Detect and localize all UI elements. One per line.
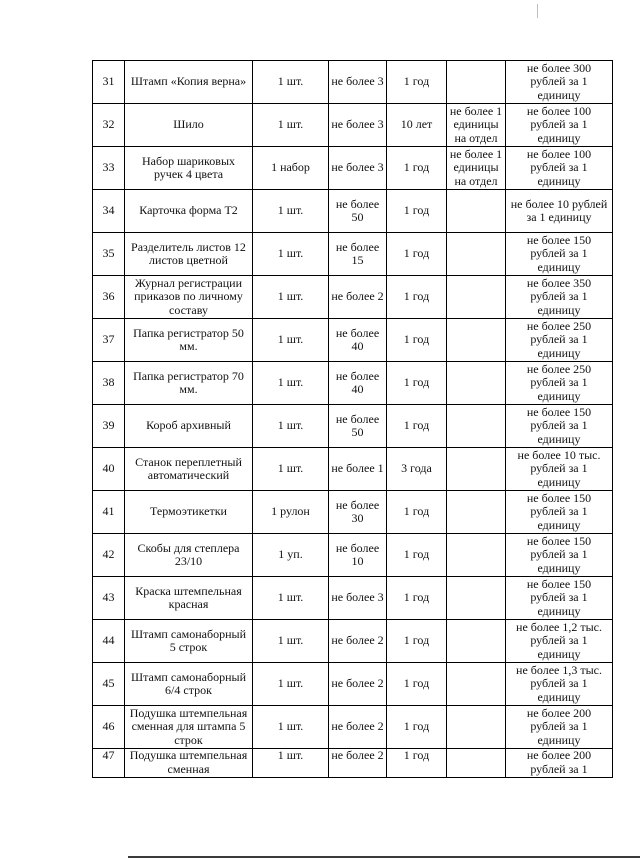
table-row [93, 749, 613, 778]
price-limit-cell: не более 150 рублей за 1 единицу [506, 405, 613, 448]
unit-cell: 1 шт. [253, 190, 329, 233]
row-number-cell: 42 [93, 534, 125, 577]
table-row [93, 147, 613, 190]
price-limit-cell: не более 300 рублей за 1 единицу [506, 61, 613, 104]
item-name-cell: Папка регистратор 50 мм. [125, 319, 253, 362]
item-name-cell: Краска штемпельная красная [125, 577, 253, 620]
table-row [93, 534, 613, 577]
unit-cell: 1 шт. [253, 276, 329, 319]
unit-cell: 1 набор [253, 147, 329, 190]
note-cell [447, 491, 506, 534]
note-cell [447, 534, 506, 577]
unit-cell: 1 шт. [253, 749, 329, 778]
quantity-limit-cell: не более 15 [329, 233, 387, 276]
item-name-cell: Папка регистратор 70 мм. [125, 362, 253, 405]
note-cell [447, 663, 506, 706]
row-number-cell: 41 [93, 491, 125, 534]
note-cell [447, 362, 506, 405]
price-limit-cell: не более 250 рублей за 1 единицу [506, 362, 613, 405]
usage-term-cell: 1 год [387, 233, 447, 276]
price-limit-cell: не более 200 рублей за 1 [506, 749, 613, 778]
usage-term-cell: 1 год [387, 663, 447, 706]
price-limit-cell: не более 150 рублей за 1 единицу [506, 233, 613, 276]
note-cell: не более 1 единицы на отдел [447, 147, 506, 190]
note-cell [447, 448, 506, 491]
usage-term-cell: 1 год [387, 147, 447, 190]
row-number-cell: 31 [93, 61, 125, 104]
table-row [93, 190, 613, 233]
table-row [93, 362, 613, 405]
unit-cell: 1 шт. [253, 620, 329, 663]
usage-term-cell: 1 год [387, 405, 447, 448]
unit-cell: 1 уп. [253, 534, 329, 577]
quantity-limit-cell: не более 2 [329, 276, 387, 319]
note-cell [447, 276, 506, 319]
table-row [93, 405, 613, 448]
item-name-cell: Разделитель листов 12 листов цветной [125, 233, 253, 276]
supplies-norms-table [92, 60, 613, 778]
table-row [93, 620, 613, 663]
table-row [93, 319, 613, 362]
usage-term-cell: 1 год [387, 190, 447, 233]
usage-term-cell: 3 года [387, 448, 447, 491]
note-cell [447, 405, 506, 448]
row-number-cell: 47 [93, 749, 125, 778]
unit-cell: 1 шт. [253, 233, 329, 276]
row-number-cell: 45 [93, 663, 125, 706]
unit-cell: 1 шт. [253, 104, 329, 147]
note-cell [447, 190, 506, 233]
usage-term-cell: 1 год [387, 749, 447, 778]
table-row [93, 276, 613, 319]
quantity-limit-cell: не более 2 [329, 620, 387, 663]
quantity-limit-cell: не более 40 [329, 362, 387, 405]
usage-term-cell: 1 год [387, 362, 447, 405]
item-name-cell: Станок переплетный автоматический [125, 448, 253, 491]
quantity-limit-cell: не более 3 [329, 147, 387, 190]
table-row [93, 577, 613, 620]
quantity-limit-cell: не более 50 [329, 190, 387, 233]
row-number-cell: 43 [93, 577, 125, 620]
note-cell [447, 620, 506, 663]
note-cell [447, 319, 506, 362]
item-name-cell: Набор шариковых ручек 4 цвета [125, 147, 253, 190]
note-cell [447, 233, 506, 276]
item-name-cell: Штамп самонаборный 5 строк [125, 620, 253, 663]
item-name-cell: Штамп «Копия верна» [125, 61, 253, 104]
quantity-limit-cell: не более 50 [329, 405, 387, 448]
price-limit-cell: не более 200 рублей за 1 единицу [506, 706, 613, 749]
price-limit-cell: не более 1,3 тыс. рублей за 1 единицу [506, 663, 613, 706]
usage-term-cell: 1 год [387, 61, 447, 104]
price-limit-cell: не более 1,2 тыс. рублей за 1 единицу [506, 620, 613, 663]
row-number-cell: 33 [93, 147, 125, 190]
row-number-cell: 37 [93, 319, 125, 362]
note-cell [447, 61, 506, 104]
row-number-cell: 36 [93, 276, 125, 319]
item-name-cell: Подушка штемпельная сменная [125, 749, 253, 778]
item-name-cell: Штамп самонаборный 6/4 строк [125, 663, 253, 706]
table-row [93, 706, 613, 749]
unit-cell: 1 шт. [253, 663, 329, 706]
usage-term-cell: 1 год [387, 491, 447, 534]
note-cell [447, 706, 506, 749]
price-limit-cell: не более 100 рублей за 1 единицу [506, 147, 613, 190]
table-row [93, 61, 613, 104]
note-cell [447, 749, 506, 778]
quantity-limit-cell: не более 2 [329, 663, 387, 706]
table-row [93, 491, 613, 534]
table-row [93, 448, 613, 491]
price-limit-cell: не более 250 рублей за 1 единицу [506, 319, 613, 362]
note-cell: не более 1 единицы на отдел [447, 104, 506, 147]
quantity-limit-cell: не более 3 [329, 104, 387, 147]
unit-cell: 1 шт. [253, 577, 329, 620]
row-number-cell: 35 [93, 233, 125, 276]
quantity-limit-cell: не более 40 [329, 319, 387, 362]
unit-cell: 1 шт. [253, 319, 329, 362]
item-name-cell: Карточка форма Т2 [125, 190, 253, 233]
unit-cell: 1 шт. [253, 61, 329, 104]
row-number-cell: 39 [93, 405, 125, 448]
price-limit-cell: не более 10 тыс. рублей за 1 единицу [506, 448, 613, 491]
price-limit-cell: не более 150 рублей за 1 единицу [506, 577, 613, 620]
row-number-cell: 38 [93, 362, 125, 405]
row-number-cell: 40 [93, 448, 125, 491]
unit-cell: 1 рулон [253, 491, 329, 534]
unit-cell: 1 шт. [253, 405, 329, 448]
quantity-limit-cell: не более 3 [329, 61, 387, 104]
quantity-limit-cell: не более 30 [329, 491, 387, 534]
item-name-cell: Термоэтикетки [125, 491, 253, 534]
unit-cell: 1 шт. [253, 706, 329, 749]
quantity-limit-cell: не более 10 [329, 534, 387, 577]
page-edge-mark [537, 4, 538, 18]
usage-term-cell: 1 год [387, 276, 447, 319]
quantity-limit-cell: не более 3 [329, 577, 387, 620]
usage-term-cell: 10 лет [387, 104, 447, 147]
price-limit-cell: не более 150 рублей за 1 единицу [506, 534, 613, 577]
row-number-cell: 46 [93, 706, 125, 749]
usage-term-cell: 1 год [387, 706, 447, 749]
item-name-cell: Короб архивный [125, 405, 253, 448]
usage-term-cell: 1 год [387, 577, 447, 620]
row-number-cell: 44 [93, 620, 125, 663]
table-row [93, 663, 613, 706]
price-limit-cell: не более 10 рублей за 1 единицу [506, 190, 613, 233]
usage-term-cell: 1 год [387, 534, 447, 577]
unit-cell: 1 шт. [253, 362, 329, 405]
item-name-cell: Журнал регистрации приказов по личному составу [125, 276, 253, 319]
note-cell [447, 577, 506, 620]
table-row [93, 104, 613, 147]
usage-term-cell: 1 год [387, 319, 447, 362]
row-number-cell: 32 [93, 104, 125, 147]
row-number-cell: 34 [93, 190, 125, 233]
quantity-limit-cell: не более 1 [329, 448, 387, 491]
item-name-cell: Подушка штемпельная сменная для штампа 5 строк [125, 706, 253, 749]
price-limit-cell: не более 350 рублей за 1 единицу [506, 276, 613, 319]
usage-term-cell: 1 год [387, 620, 447, 663]
item-name-cell: Скобы для степлера 23/10 [125, 534, 253, 577]
quantity-limit-cell: не более 2 [329, 749, 387, 778]
item-name-cell: Шило [125, 104, 253, 147]
page-bottom-rule [128, 856, 640, 858]
table-row [93, 233, 613, 276]
unit-cell: 1 шт. [253, 448, 329, 491]
price-limit-cell: не более 100 рублей за 1 единицу [506, 104, 613, 147]
quantity-limit-cell: не более 2 [329, 706, 387, 749]
price-limit-cell: не более 150 рублей за 1 единицу [506, 491, 613, 534]
